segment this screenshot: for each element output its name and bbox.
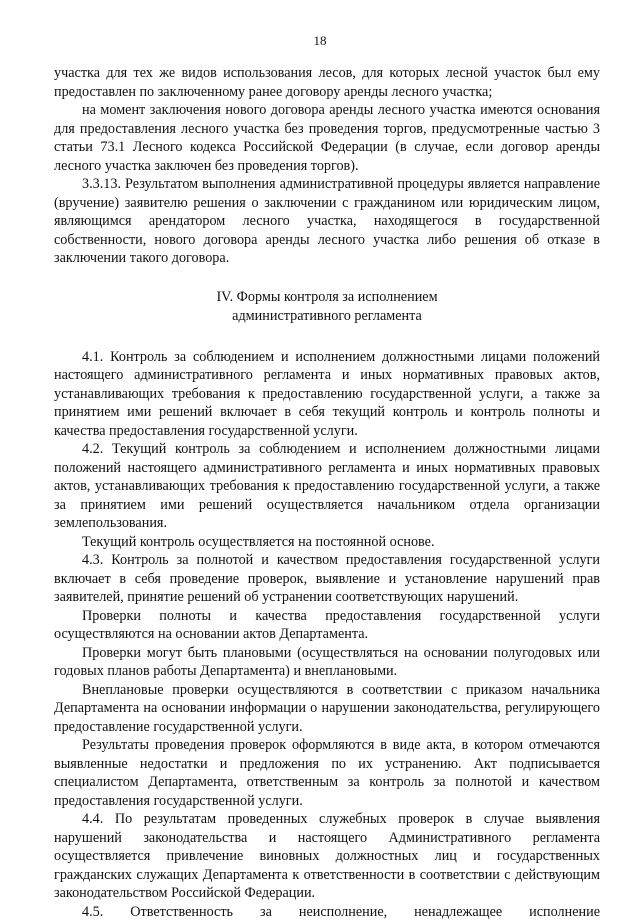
paragraph-4-4: 4.4. По результатам проведенных служебных проверок в случае выявления нарушений законодательства и настоящего Административного регламента осуществляется привлечение виновных должностных лиц и государственных гражданских служащих Департамента к ответственности в соответствии с действующим законодательством Российской Федерации.: [54, 810, 600, 903]
paragraph-grounds: на момент заключения нового договора аренды лесного участка имеются основания для предоставления лесного участка без проведения торгов, предусмотренные частью 3 статьи 73.1 Лесного кодекса Российской Федерации (в случае, если договор аренды лесного участка заключен без проведения торгов).: [54, 101, 600, 175]
paragraph-4-1: 4.1. Контроль за соблюдением и исполнением должностными лицами положений настоящего административного регламента и иных нормативных правовых актов, устанавливающих требования к предоставлению государственной услуги, а также за принятием ими решений включает в себя текущий контроль и контроль полноты и качества предоставления государственной услуги.: [54, 348, 600, 441]
paragraph-4-5: 4.5. Ответственность за неисполнение, ненадлежащее исполнение: [54, 903, 600, 921]
paragraph-continuation: участка для тех же видов использования лесов, для которых лесной участок был ему предоставлен по заключенному ранее договору аренды лесного участка;: [54, 64, 600, 101]
paragraph-4-3: 4.3. Контроль за полнотой и качеством предоставления государственной услуги включает в себя проведение проверок, выявление и установление нарушений прав заявителей, принятие решений об устранении соответствующих нарушений.: [54, 551, 600, 607]
paragraph-unplanned-checks: Внеплановые проверки осуществляются в соответствии с приказом начальника Департамента на основании информации о нарушении законодательства, регулирующего предоставление государственной услуги.: [54, 681, 600, 737]
paragraph-current-control: Текущий контроль осуществляется на постоянной основе.: [54, 533, 600, 552]
paragraph-4-2: 4.2. Текущий контроль за соблюдением и исполнением должностными лицами положений настоящего административного регламента и иных нормативных правовых актов, устанавливающих требования к предоставлению государственной услуги, а также за принятием ими решений осуществляется начальником отдела организации землепользования.: [54, 440, 600, 533]
section-heading-line-1: IV. Формы контроля за исполнением: [54, 288, 600, 307]
paragraph-check-results: Результаты проведения проверок оформляются в виде акта, в котором отмечаются выявленные недостатки и предложения по их устранению. Акт подписывается специалистом Департамента, ответственным за контроль за полнотой и качеством предоставления государственной услуги.: [54, 736, 600, 810]
paragraph-checks-basis: Проверки полноты и качества предоставления государственной услуги осуществляются на основании актов Департамента.: [54, 607, 600, 644]
section-heading-line-2: административного регламента: [54, 307, 600, 326]
paragraph-3-3-13: 3.3.13. Результатом выполнения административной процедуры является направление (вручение) заявителю решения о заключении с гражданином или юридическим лицом, являющимся арендатором лесного участка, находящегося в государственной собственности, нового договора аренды лесного участка либо решения об отказе в заключении такого договора.: [54, 175, 600, 268]
page-number: 18: [0, 33, 640, 49]
section-heading: [54, 288, 600, 326]
paragraph-checks-planned: Проверки могут быть плановыми (осуществляться на основании полугодовых или годовых планов работы Департамента) и внеплановыми.: [54, 644, 600, 681]
document-body: [54, 64, 600, 921]
